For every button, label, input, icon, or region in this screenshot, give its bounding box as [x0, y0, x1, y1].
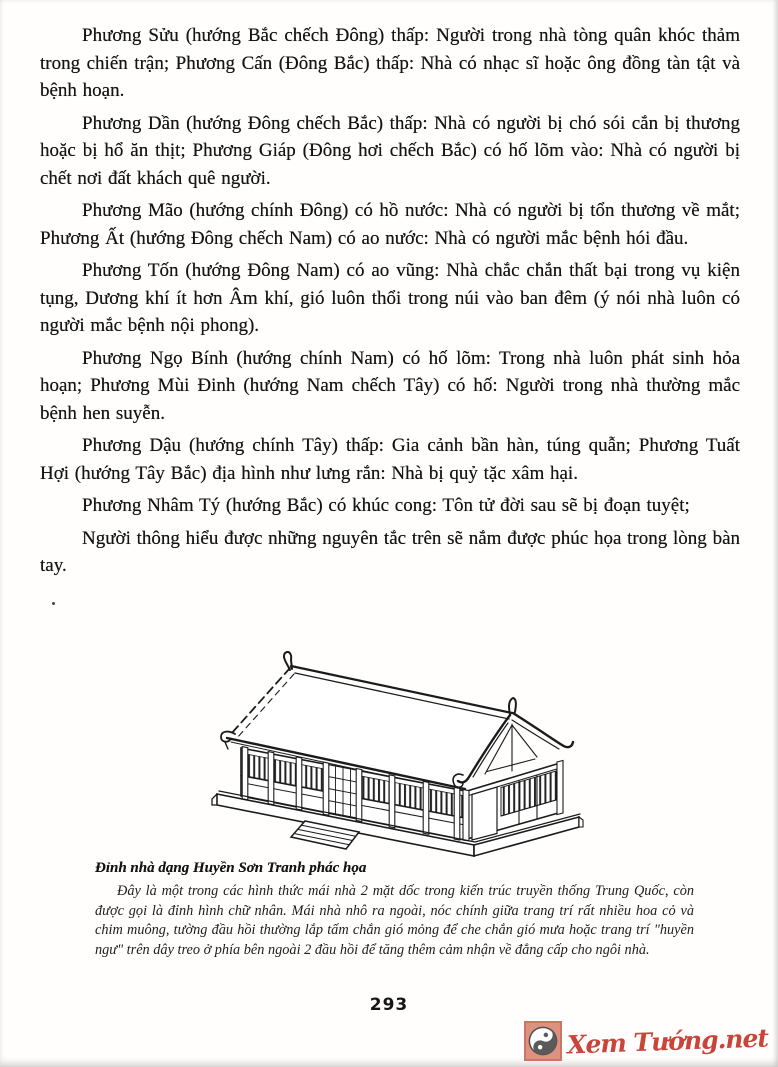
paragraph-nham-ty: Phương Nhâm Tý (hướng Bắc) có khúc cong: Tôn tử đời sau sẽ bị đoạn tuyệt; [82, 495, 690, 516]
figure-caption-title: Đỉnh nhà dạng Huyền Sơn Tranh phác họa [95, 860, 367, 876]
watermark-text: Xem Tướng.net [566, 1023, 769, 1059]
body-text [40, 22, 740, 585]
paragraph-conclusion: Người thông hiểu được những nguyên tắc trên sẽ nắm được phúc họa trong lòng bàn tay. [40, 527, 740, 576]
paragraph-suu-can: Phương Sửu (hướng Bắc chếch Đông) thấp: Người trong nhà tòng quân khóc thảm trong chiến trận; Phương Cấn (Đông Bắc) thấp: Nhà có nhạc sĩ hoặc ông đồng tàn tật và bệnh hoạn. [40, 25, 740, 101]
yin-yang-icon [524, 1021, 562, 1061]
watermark [524, 1021, 768, 1061]
house-illustration [179, 628, 599, 868]
paragraph-ton: Phương Tốn (hướng Đông Nam) có ao vũng: Nhà chắc chắn thất bại trong vụ kiện tụng, Dương khí ít hơn Âm khí, gió luôn thổi trong núi vào ban đêm (ý nói nhà luôn có người mắc bệnh nội phong). [40, 260, 740, 336]
scan-speck [52, 602, 55, 605]
paragraph-dan-giap: Phương Dần (hướng Đông chếch Bắc) thấp: Nhà có người bị chó sói cắn bị thương hoặc bị hổ ăn thịt; Phương Giáp (Đông hơi chếch Bắc) có hố lõm vào: Nhà có người bị chết nơi đất khách quê người. [40, 112, 740, 189]
paragraph-dau-tuat-hoi: Phương Dậu (hướng chính Tây) thấp: Gia cảnh bần hàn, túng quẫn; Phương Tuất Hợi (hướng Tây Bắc) địa hình như lưng rắn: Nhà bị quỷ tặc xâm hại. [40, 435, 740, 484]
figure [179, 628, 599, 868]
figure-caption [95, 860, 694, 960]
figure-caption-body: Đây là một trong các hình thức mái nhà 2 mặt dốc trong kiến trúc truyền thống Trung Quốc, còn được gọi là đỉnh hình chữ nhân. Mái nhà nhô ra ngoài, nóc chính giữa trang trí rất nhiều hoa cỏ và chim muông, tường đầu hồi thường lắp tấm chắn gió mỏng để che chắn gió mưa hoặc trang trí "huyền ngư" trên dây treo ở phía bên ngoài 2 đầu hồi để tăng thêm cảm nhận về đẳng cấp cho ngôi nhà. [95, 883, 694, 958]
paragraph-mao-at: Phương Mão (hướng chính Đông) có hồ nước: Nhà có người bị tổn thương về mắt; Phương Ất (hướng Đông chếch Nam) có ao nước: Nhà có người mắc bệnh hói đầu. [40, 200, 740, 249]
paragraph-ngo-binh: Phương Ngọ Bính (hướng chính Nam) có hố lõm: Trong nhà luôn phát sinh hỏa hoạn; Phương Mùi Đinh (hướng Nam chếch Tây) có hố: Người trong nhà thường mắc bệnh hen suyễn. [40, 347, 740, 424]
page-number: 293 [369, 995, 409, 1015]
